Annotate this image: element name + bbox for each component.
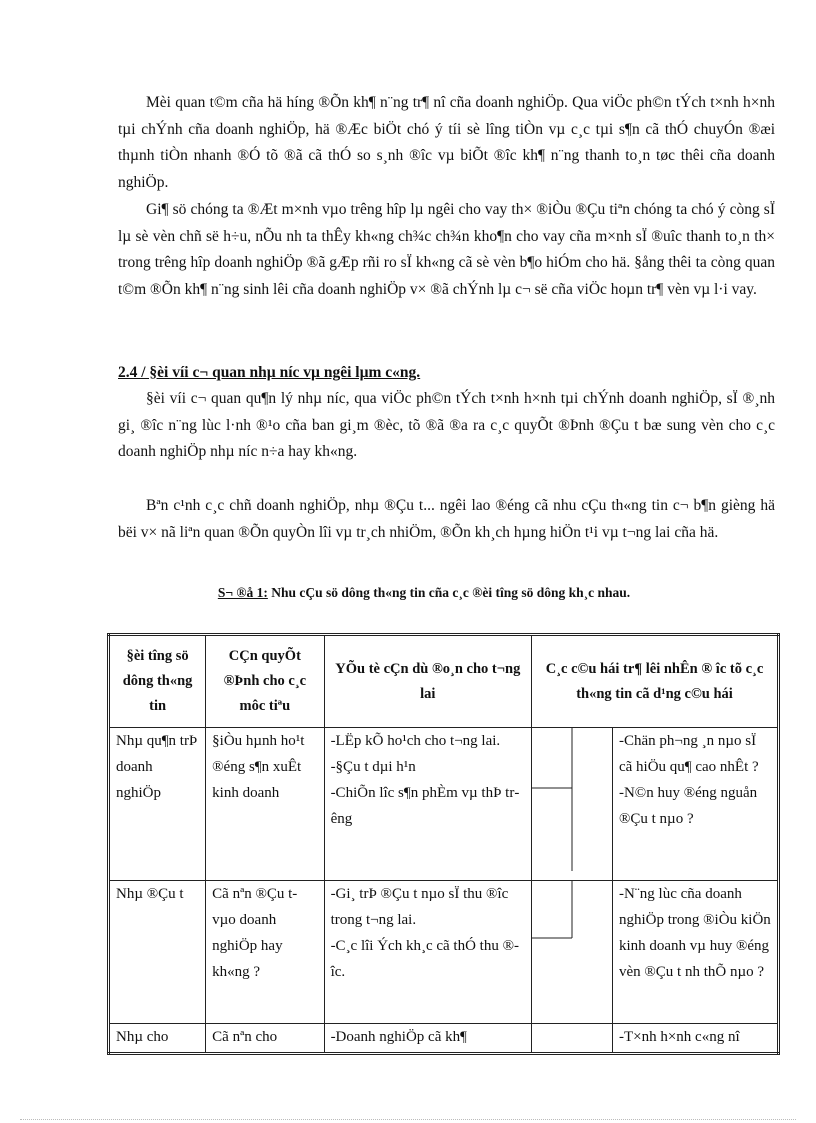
cell-forecast — [324, 1024, 531, 1054]
page-bottom-rule — [20, 1119, 796, 1120]
table-row — [109, 1024, 779, 1054]
cell-questions — [612, 728, 778, 881]
forecast-item: -C¸c lîi Ých kh¸c cã thÓ thu ®îc. — [330, 938, 519, 980]
connector-cell — [532, 881, 613, 1024]
connector-cell — [532, 1024, 613, 1054]
header-questions: C¸c c©u hái tr¶ lêi nhÊn ® îc tõ c¸c th«ng tin cã d¹ng c©u hái — [532, 635, 779, 728]
forecast-item: -§Çu t dµi h¹n — [330, 759, 416, 775]
bracket-connector-bottom — [532, 881, 612, 1014]
forecast-item: -Doanh nghiÖp cã kh¶ — [330, 1029, 467, 1045]
table-row — [109, 728, 779, 881]
cell-questions — [612, 881, 778, 1024]
forecast-item: -LËp kÕ ho¹ch cho t¬ng lai. — [330, 733, 501, 749]
cell-decision: Cã nªn cho — [206, 1024, 324, 1054]
question-item: -Chän ph¬ng ¸n nµo sÏ cã hiÖu qu¶ cao nhÊt ? — [618, 733, 759, 775]
section-heading: 2.4 / §èi víi c¬ quan nhµ níc vµ ngêi lµm c«ng. — [118, 364, 421, 381]
question-item: -N©n huy ®éng nguån ®Çu t nµo ? — [618, 785, 758, 827]
cell-user: Nhµ qu¶n trÞ doanh nghiÖp — [109, 728, 206, 881]
paragraph-3: §èi víi c¬ quan qu¶n lý nhµ níc, qua viÖc ph©n tÝch t×nh h×nh tµi chÝnh doanh nghiÖp, sÏ ®¸nh gi¸ ®îc n¨ng lùc l·nh ®¹o cña ban gi¸m ®èc, tõ ®ã ®a ra c¸c quyÕt ®Þnh ®Çu t bæ sung vèn cho c¸c doanh nghiÖp nhµ níc n÷a hay kh«ng. — [118, 390, 775, 460]
paragraph-1: Mèi quan t©m cña hä híng ®Õn kh¶ n¨ng tr¶ nî cña doanh nghiÖp. Qua viÖc ph©n tÝch t×nh h×nh tµi chÝnh cña doanh nghiÖp, hä ®Æc biÖt chó ý tíi sè lîng tiÒn vµ c¸c tµi s¶n cã thÓ chuyÓn ®æi thµnh tiÒn nhanh ®Ó tõ ®ã cã thÓ so s¸nh ®îc vµ biÕt ®îc kh¶ n¨ng thanh to¸n tøc thêi cña doanh nghiÖp. — [118, 94, 775, 191]
cell-decision: §iÒu hµnh ho¹t ®éng s¶n xuÊt kinh doanh — [206, 728, 324, 881]
caption-text: Nhu cÇu sö dông th«ng tin cña c¸c ®èi tîng sö dông kh¸c nhau. — [267, 585, 631, 600]
cell-user: Nhµ cho — [109, 1024, 206, 1054]
table-header-row — [109, 635, 779, 728]
forecast-item: -Gi¸ trÞ ®Çu t nµo sÏ thu ®îc trong t¬ng lai. — [330, 886, 509, 928]
question-item: -T×nh h×nh c«ng nî — [618, 1029, 740, 1045]
question-item: -N¨ng lùc cña doanh nghiÖp trong ®iÒu kiÖn kinh doanh vµ huy ®éng vèn ®Çu t nh thÕ nµo ? — [618, 886, 771, 980]
cell-forecast — [324, 881, 531, 1024]
cell-forecast — [324, 728, 531, 881]
caption-label: S¬ ®å 1: — [217, 585, 268, 600]
diagram-caption — [118, 582, 730, 604]
paragraph-2: Gi¶ sö chóng ta ®Æt m×nh vµo trêng hîp lµ ngêi cho vay th× ®iÒu ®Çu tiªn chóng ta chó ý còng sÏ lµ sè vèn chñ së h÷u, nÕu nh ta thÊy kh«ng ch¾c ch¾n kho¶n cho vay cña m×nh sÏ ®uîc thanh to¸n th× trong trêng hîp doanh nghiÖp ®ã gÆp rñi ro sÏ kh«ng cã sè vèn b¶o hiÓm cho hä. §ång thêi ta còng quan t©m ®Õn kh¶ n¨ng sinh lêi cña doanh nghiÖp v× ®ã chÝnh lµ c¬ së cña viÖc hoµn tr¶ vèn vµ l·i vay. — [118, 201, 775, 298]
cell-decision: Cã nªn ®Çu t vµo doanh nghiÖp hay kh«ng ? — [206, 881, 324, 1024]
header-decision: CÇn quyÕt ®Þnh cho c¸c môc tiªu — [206, 635, 324, 728]
connector-cell — [532, 728, 613, 881]
paragraph-4: Bªn c¹nh c¸c chñ doanh nghiÖp, nhµ ®Çu t... ngêi lao ®éng cã nhu cÇu th«ng tin c¬ b¶n gièng hä bëi v× nã liªn quan ®Õn quyÒn lîi vµ tr¸ch nhiÖm, ®Õn kh¸ch hµng hiÖn t¹i vµ t¬ng lai cña hä. — [118, 497, 775, 541]
cell-user: Nhµ ®Çu t — [109, 881, 206, 1024]
info-needs-table — [107, 633, 780, 1055]
bracket-connector-top — [532, 728, 612, 871]
forecast-item: -ChiÕn lîc s¶n phÈm vµ thÞ trêng — [330, 785, 520, 827]
table-row — [109, 881, 779, 1024]
cell-questions — [612, 1024, 778, 1054]
header-user: §èi tîng sö dông th«ng tin — [109, 635, 206, 728]
header-forecast: YÕu tè cÇn dù ®o¸n cho t¬ng lai — [324, 635, 531, 728]
